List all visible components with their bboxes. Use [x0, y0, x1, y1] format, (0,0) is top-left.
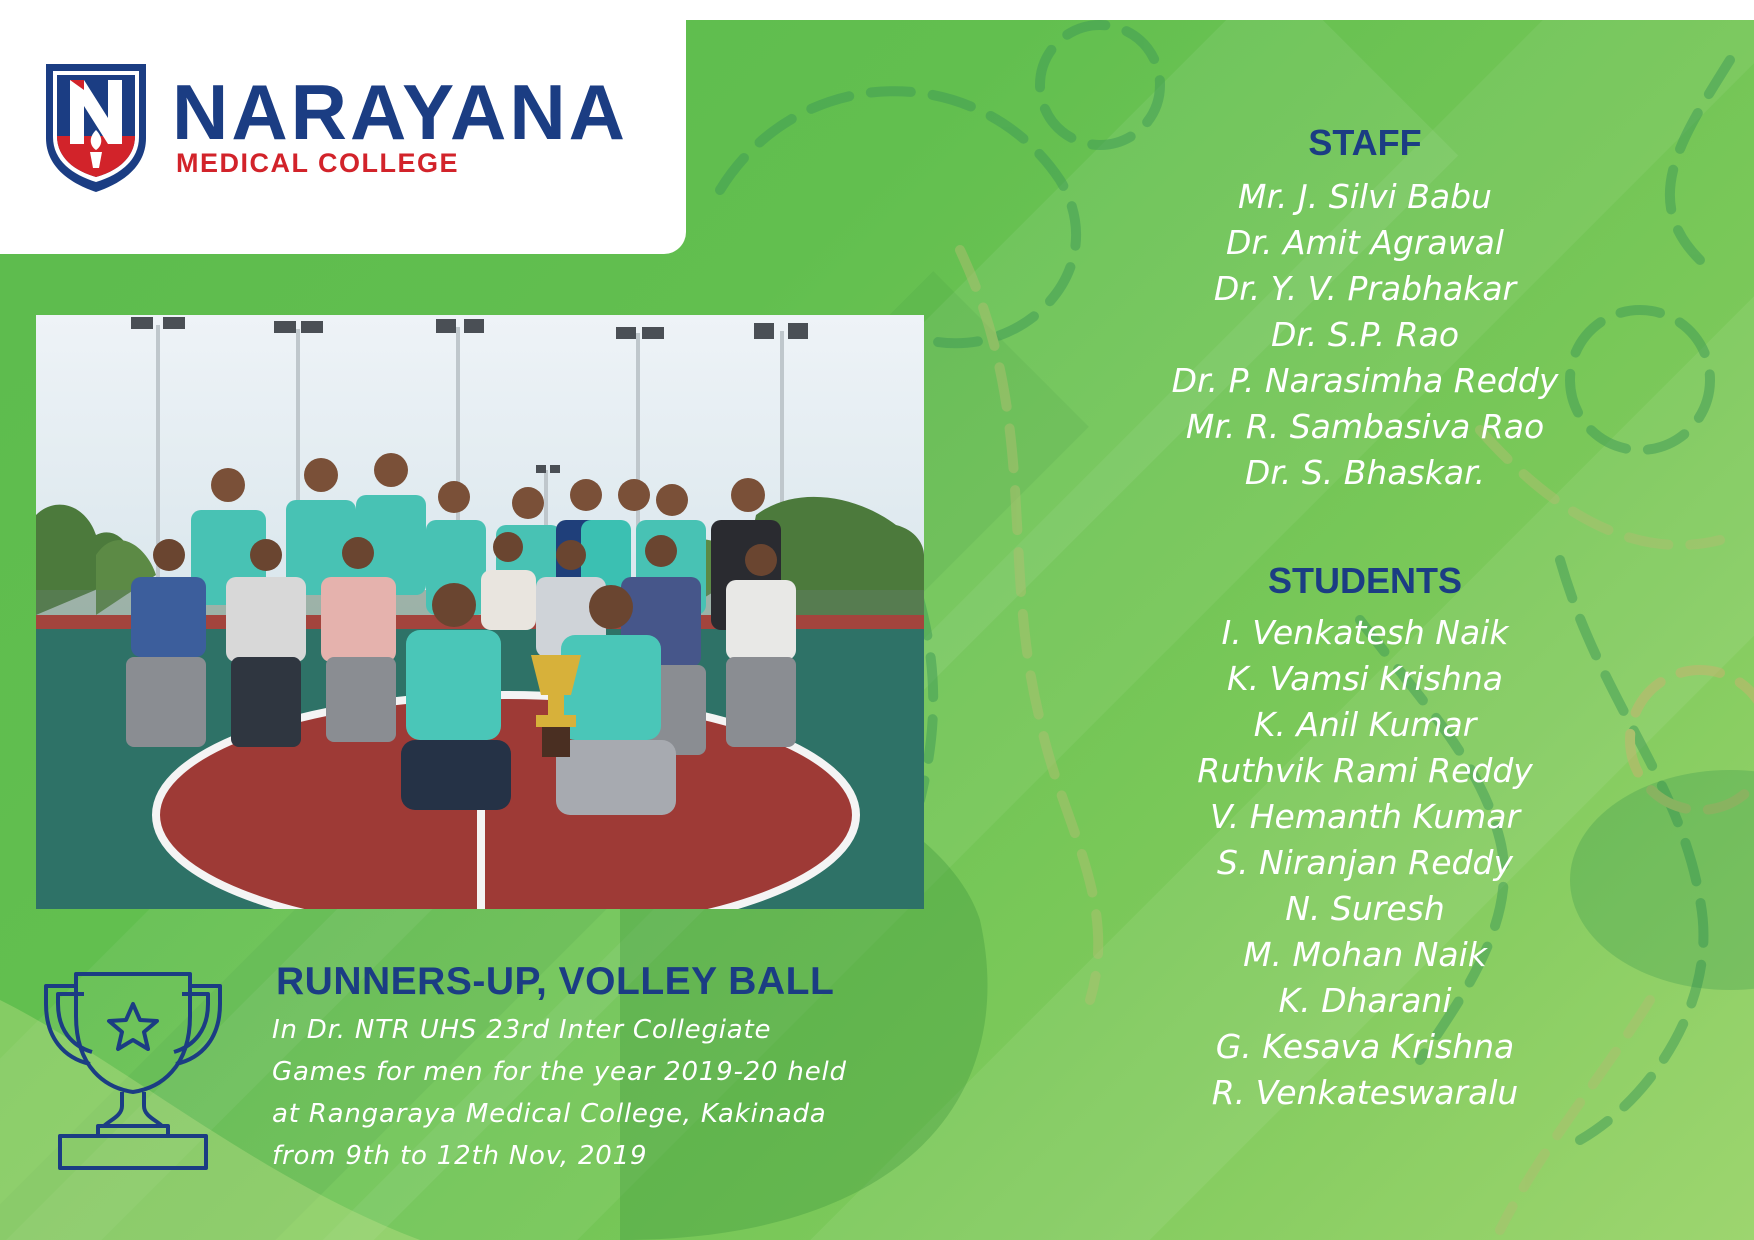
staff-name: Dr. Amit Agrawal	[1226, 223, 1504, 262]
student-name: K. Dharani	[1278, 981, 1452, 1020]
student-name: S. Niranjan Reddy	[1217, 843, 1513, 882]
staff-name: Mr. R. Sambasiva Rao	[1185, 407, 1545, 446]
student-name: G. Kesava Krishna	[1215, 1027, 1515, 1066]
event-description-line: In Dr. NTR UHS 23rd Inter Collegiate	[272, 1015, 772, 1045]
staff-name: Dr. S. Bhaskar.	[1244, 453, 1486, 492]
student-name: Ruthvik Rami Reddy	[1197, 751, 1533, 790]
student-name: R. Venkateswaralu	[1211, 1073, 1519, 1112]
staff-name: Dr. Y. V. Prabhakar	[1213, 269, 1517, 308]
staff-heading: STAFF	[1308, 122, 1422, 163]
student-name: I. Venkatesh Naik	[1221, 613, 1509, 652]
trophy-star-icon	[40, 968, 226, 1172]
staff-name: Mr. J. Silvi Babu	[1238, 177, 1492, 216]
event-description-line: at Rangaraya Medical College, Kakinada	[272, 1099, 827, 1129]
team-photo	[36, 315, 924, 909]
students-heading: STUDENTS	[1267, 560, 1462, 601]
brand-subtitle: MEDICAL COLLEGE	[176, 148, 460, 178]
event-description-line: from 9th to 12th Nov, 2019	[272, 1141, 648, 1171]
event-title: RUNNERS-UP, VOLLEY BALL	[276, 960, 835, 1003]
staff-name: Dr. S.P. Rao	[1270, 315, 1460, 354]
student-name: N. Suresh	[1285, 889, 1445, 928]
narayana-shield-torch-icon	[40, 60, 152, 194]
student-name: V. Hemanth Kumar	[1209, 797, 1521, 836]
student-name: K. Vamsi Krishna	[1227, 659, 1503, 698]
student-name: K. Anil Kumar	[1253, 705, 1477, 744]
top-band	[686, 0, 1754, 20]
brand-name: NARAYANA	[172, 68, 629, 156]
student-name: M. Mohan Naik	[1243, 935, 1487, 974]
event-description-line: Games for men for the year 2019-20 held	[272, 1057, 847, 1087]
staff-name: Dr. P. Narasimha Reddy	[1171, 361, 1559, 400]
